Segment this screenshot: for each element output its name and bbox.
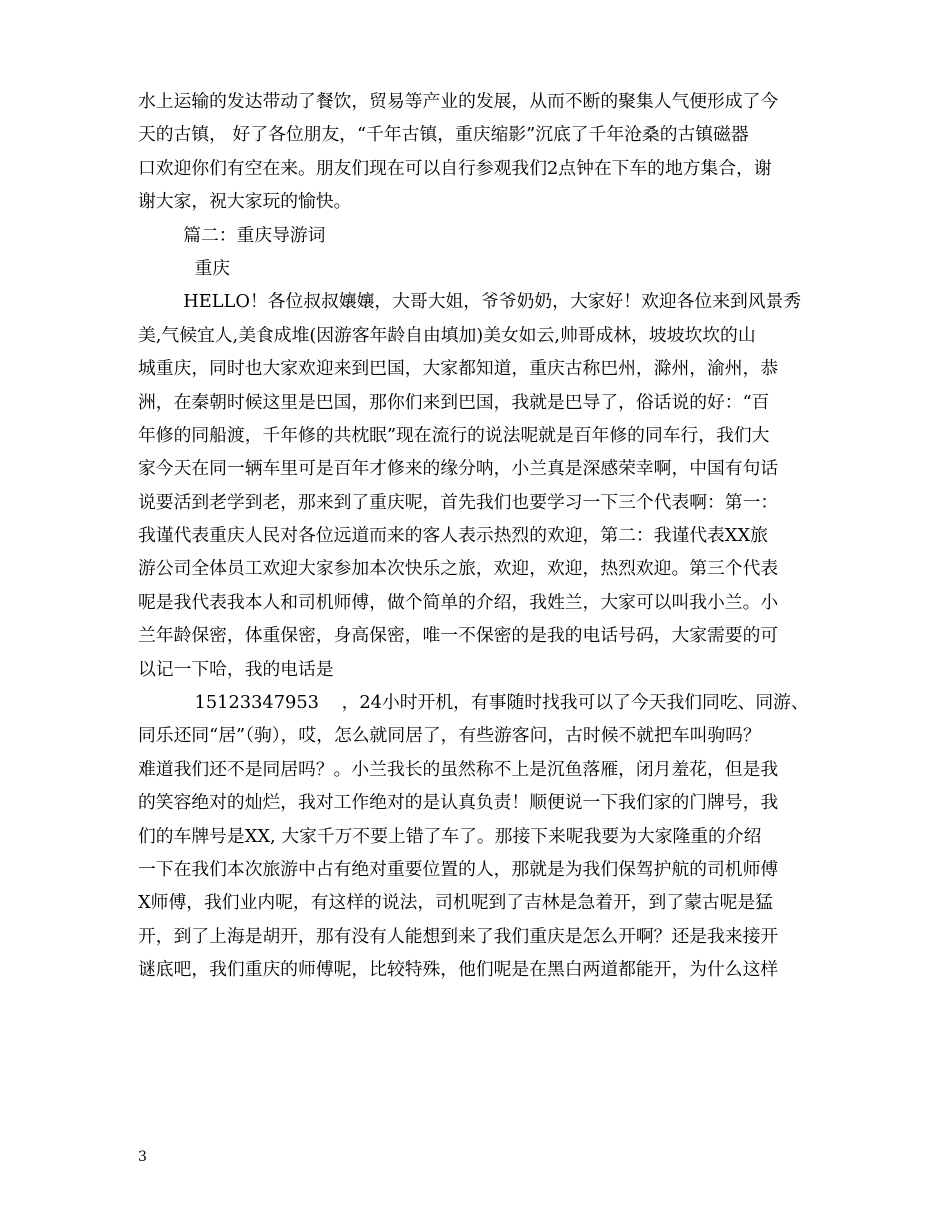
text-line: 天的古镇， 好了各位朋友，“千年古镇，重庆缩影”沉底了千年沧桑的古镇磁器 <box>138 124 749 146</box>
text-line: HELLO！各位叔叔孃孃，大哥大姐，爷爷奶奶，大家好！欢迎各位来到风景秀 <box>138 291 802 313</box>
text-line: 口欢迎你们有空在来。朋友们现在可以自行参观我们2点钟在下车的地方集合，谢 <box>138 157 772 179</box>
text-line: 说要活到老学到老，那来到了重庆呢，首先我们也要学习一下三个代表啊：第一： <box>138 491 779 513</box>
section-heading: 篇二：重庆导游词 <box>138 224 326 246</box>
text-line: 兰年龄保密，体重保密，身高保密，唯一不保密的是我的电话号码，大家需要的可 <box>138 625 779 647</box>
text-line: 水上运输的发达带动了餐饮，贸易等产业的发展，从而不断的聚集人气便形成了今 <box>138 91 779 112</box>
text-line: 难道我们还不是同居吗？。小兰我长的虽然称不上是沉鱼落雁，闭月羞花，但是我 <box>138 758 779 780</box>
text-line: 的笑容绝对的灿烂，我对工作绝对的是认真负责！顺便说一下我们家的门牌号，我 <box>138 792 779 814</box>
text-line: 开，到了上海是胡开，那有没有人能想到来了我们重庆是怎么开啊？还是我来接开 <box>138 925 779 947</box>
section-subheading: 重庆 <box>138 257 231 279</box>
text-line: 同乐还同“居”（驹），哎，怎么就同居了，有些游客问，古时候不就把车叫驹吗？ <box>138 725 761 747</box>
text-line: 15123347953 ，24小时开机，有事随时找我可以了今天我们同吃、同游、 <box>138 692 809 714</box>
text-line: 家今天在同一辆车里可是百年才修来的缘分呐，小兰真是深感荣幸啊，中国有句话 <box>138 458 779 480</box>
text-line: 呢是我代表我本人和司机师傅，做个简单的介绍，我姓兰，大家可以叫我小兰。小 <box>138 591 779 613</box>
text-line: 洲，在秦朝时候这里是巴国，那你们来到巴国，我就是巴导了，俗话说的好：“百 <box>138 391 770 413</box>
text-line: 以记一下哈，我的电话是 <box>138 658 334 680</box>
text-line: 一下在我们本次旅游中占有绝对重要位置的人，那就是为我们保驾护航的司机师傅 <box>138 858 779 880</box>
body-text <box>138 85 824 987</box>
text-line: X师傅，我们业内呢，有这样的说法，司机呢到了吉林是急着开，到了蒙古呢是猛 <box>138 892 774 914</box>
text-line: 年修的同船渡，千年修的共枕眠”现在流行的说法呢就是百年修的同车行，我们大 <box>138 424 770 446</box>
text-line: 们的车牌号是XX, 大家千万不要上错了车了。那接下来呢我要为大家隆重的介绍 <box>138 825 762 847</box>
text-line: 谜底吧，我们重庆的师傅呢，比较特殊，他们呢是在黑白两道都能开，为什么这样 <box>138 959 779 981</box>
page-number: 3 <box>138 1149 147 1165</box>
text-line: 游公司全体员工欢迎大家参加本次快乐之旅，欢迎，欢迎，热烈欢迎。第三个代表 <box>138 558 779 580</box>
text-line: 美,气候宜人,美食成堆(因游客年龄自由填加)美女如云,帅哥成林，坡坡坎坎的山 <box>138 324 756 346</box>
text-line: 城重庆，同时也大家欢迎来到巴国，大家都知道，重庆古称巴州，滁州，渝州，恭 <box>138 358 779 380</box>
text-line: 我谨代表重庆人民对各位远道而来的客人表示热烈的欢迎，第二：我谨代表XX旅 <box>138 525 768 547</box>
text-line: 谢大家，祝大家玩的愉快。 <box>138 191 352 213</box>
